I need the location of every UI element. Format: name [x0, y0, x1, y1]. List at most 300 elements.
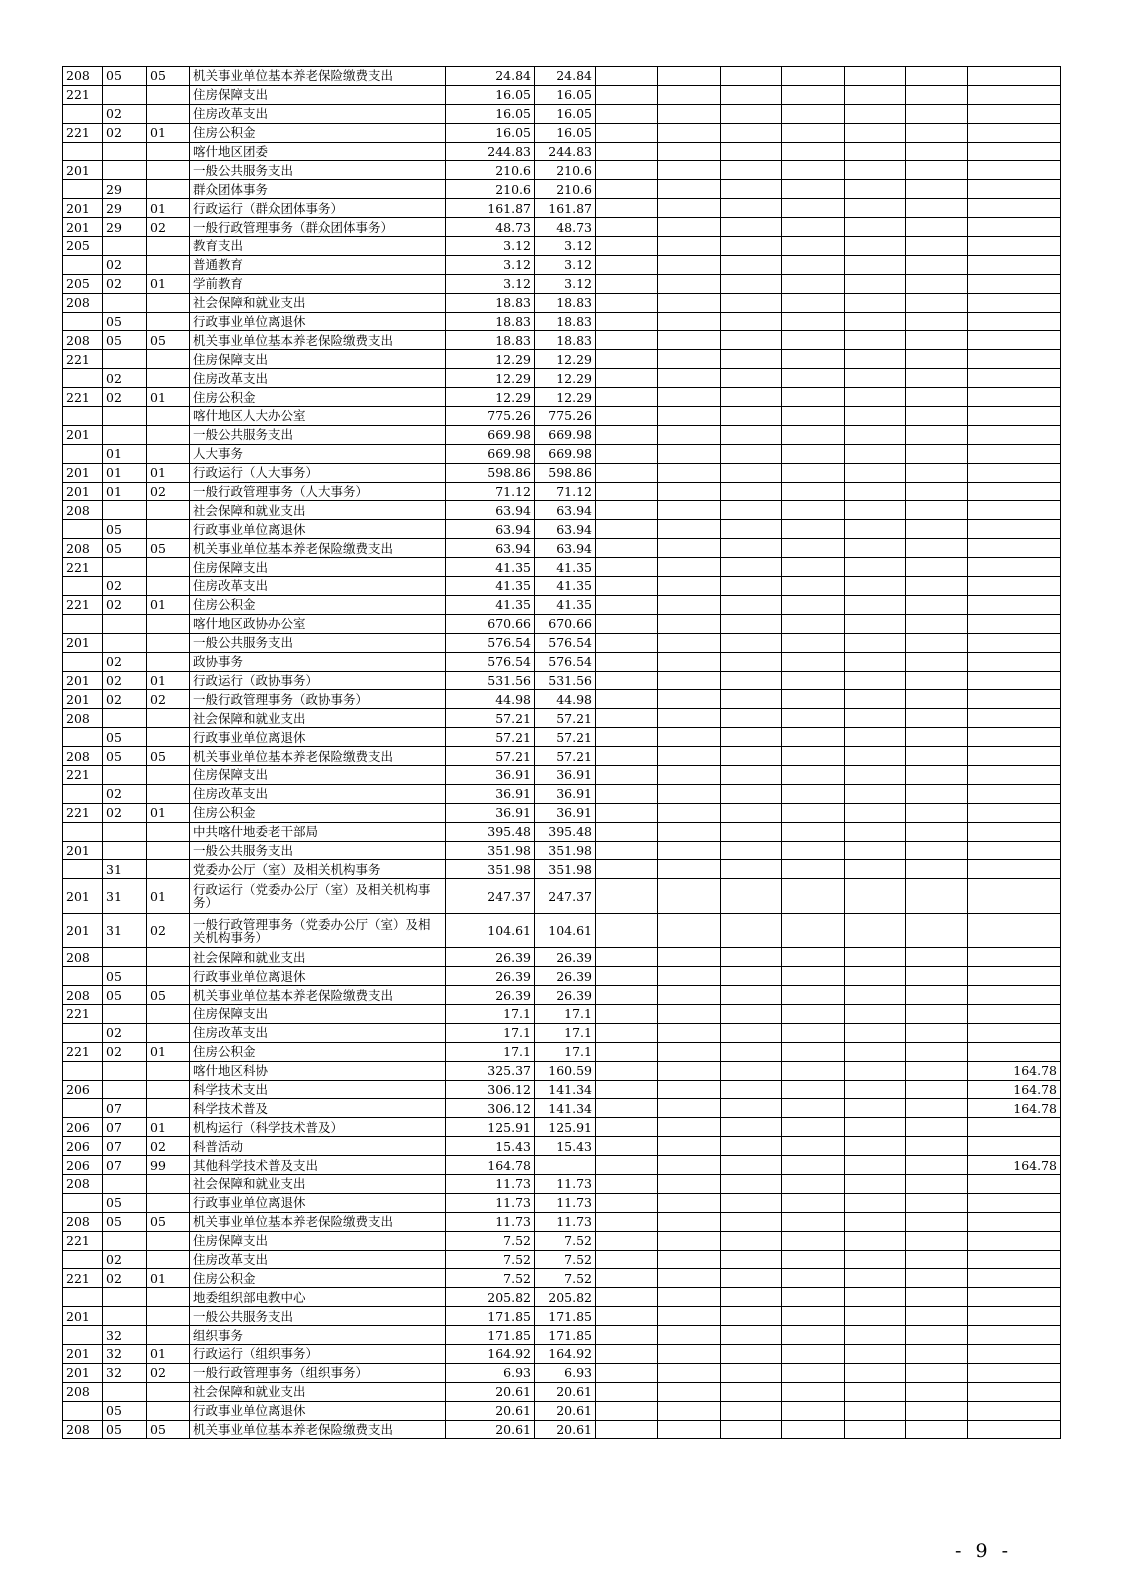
table-cell — [721, 841, 782, 860]
table-cell — [658, 1023, 721, 1042]
table-cell: 247.37 — [535, 879, 596, 914]
table-cell — [596, 913, 658, 948]
table-cell — [845, 180, 906, 199]
table-cell — [968, 558, 1061, 577]
table-cell — [147, 444, 190, 463]
table-cell — [782, 104, 845, 123]
table-row — [63, 614, 1061, 633]
table-cell: 05 — [103, 747, 147, 766]
table-cell: 喀什地区人大办公室 — [190, 407, 446, 426]
table-cell — [596, 255, 658, 274]
table-cell: 20.61 — [446, 1401, 535, 1420]
table-cell — [721, 1023, 782, 1042]
table-cell — [906, 1363, 968, 1382]
table-cell — [658, 652, 721, 671]
table-cell: 一般公共服务支出 — [190, 1307, 446, 1326]
table-cell — [721, 1080, 782, 1099]
table-cell: 161.87 — [446, 199, 535, 218]
table-cell — [906, 1004, 968, 1023]
table-cell — [63, 104, 103, 123]
table-cell — [658, 369, 721, 388]
table-cell — [906, 123, 968, 142]
table-cell — [147, 1099, 190, 1118]
table-cell — [147, 614, 190, 633]
table-cell — [596, 1326, 658, 1345]
table-cell — [596, 425, 658, 444]
table-cell — [906, 1099, 968, 1118]
table-row — [63, 728, 1061, 747]
table-cell — [782, 1326, 845, 1345]
table-cell: 208 — [63, 501, 103, 520]
table-cell — [596, 1099, 658, 1118]
table-row — [63, 1099, 1061, 1118]
table-cell — [906, 520, 968, 539]
table-cell: 住房公积金 — [190, 1042, 446, 1061]
table-cell — [845, 444, 906, 463]
table-cell: 20.61 — [446, 1382, 535, 1401]
table-cell: 11.73 — [535, 1193, 596, 1212]
table-row — [63, 104, 1061, 123]
table-cell: 行政事业单位离退休 — [190, 967, 446, 986]
table-cell — [968, 1401, 1061, 1420]
table-cell — [721, 180, 782, 199]
table-cell — [596, 860, 658, 879]
table-cell — [782, 539, 845, 558]
table-cell — [968, 312, 1061, 331]
table-cell — [596, 1174, 658, 1193]
table-cell: 205 — [63, 274, 103, 293]
table-cell — [63, 1023, 103, 1042]
table-cell: 44.98 — [446, 690, 535, 709]
table-cell: 05 — [103, 539, 147, 558]
table-cell: 01 — [147, 595, 190, 614]
table-cell — [721, 1307, 782, 1326]
table-cell: 11.73 — [535, 1212, 596, 1231]
table-cell: 208 — [63, 1382, 103, 1401]
table-cell — [968, 633, 1061, 652]
table-cell — [782, 482, 845, 501]
table-cell — [103, 1061, 147, 1080]
table-cell — [906, 879, 968, 914]
table-cell: 206 — [63, 1156, 103, 1175]
table-cell: 7.52 — [535, 1269, 596, 1288]
table-cell: 一般公共服务支出 — [190, 841, 446, 860]
table-cell — [968, 123, 1061, 142]
table-cell — [721, 747, 782, 766]
table-cell — [721, 986, 782, 1005]
table-cell: 205 — [63, 237, 103, 256]
table-cell — [721, 803, 782, 822]
table-cell — [721, 1099, 782, 1118]
table-cell: 02 — [147, 913, 190, 948]
table-cell: 社会保障和就业支出 — [190, 501, 446, 520]
table-cell — [596, 501, 658, 520]
table-cell: 206 — [63, 1080, 103, 1099]
table-cell: 221 — [63, 1231, 103, 1250]
table-cell: 221 — [63, 765, 103, 784]
table-cell — [658, 986, 721, 1005]
table-cell: 351.98 — [446, 860, 535, 879]
table-cell: 02 — [103, 274, 147, 293]
table-cell — [906, 274, 968, 293]
table-cell — [596, 444, 658, 463]
table-cell — [782, 558, 845, 577]
table-row — [63, 274, 1061, 293]
table-cell — [782, 709, 845, 728]
table-cell: 18.83 — [446, 331, 535, 350]
table-cell — [906, 501, 968, 520]
table-cell — [782, 85, 845, 104]
table-cell: 598.86 — [446, 463, 535, 482]
table-cell — [596, 803, 658, 822]
table-row — [63, 463, 1061, 482]
table-cell — [845, 369, 906, 388]
table-cell — [147, 1307, 190, 1326]
table-cell: 48.73 — [446, 218, 535, 237]
table-cell: 141.34 — [535, 1080, 596, 1099]
table-cell — [782, 1307, 845, 1326]
table-cell: 63.94 — [535, 539, 596, 558]
table-cell: 机关事业单位基本养老保险缴费支出 — [190, 1420, 446, 1439]
table-cell: 12.29 — [535, 369, 596, 388]
table-cell — [658, 1363, 721, 1382]
table-row — [63, 1193, 1061, 1212]
table-cell — [968, 1307, 1061, 1326]
table-cell — [721, 407, 782, 426]
table-cell — [845, 1401, 906, 1420]
table-row — [63, 1269, 1061, 1288]
table-cell: 行政运行（政协事务） — [190, 671, 446, 690]
table-row — [63, 1174, 1061, 1193]
table-cell — [721, 784, 782, 803]
table-cell — [968, 350, 1061, 369]
table-cell — [103, 1174, 147, 1193]
table-cell — [596, 1288, 658, 1307]
table-row — [63, 595, 1061, 614]
table-cell — [845, 913, 906, 948]
table-cell — [721, 1382, 782, 1401]
table-cell — [782, 312, 845, 331]
table-cell — [845, 1080, 906, 1099]
table-cell — [596, 822, 658, 841]
table-cell — [845, 614, 906, 633]
table-row — [63, 255, 1061, 274]
table-cell — [782, 218, 845, 237]
table-cell: 02 — [103, 595, 147, 614]
table-cell — [721, 104, 782, 123]
table-cell: 组织事务 — [190, 1326, 446, 1345]
table-cell: 12.29 — [535, 388, 596, 407]
table-cell: 人大事务 — [190, 444, 446, 463]
table-cell: 行政事业单位离退休 — [190, 520, 446, 539]
table-row — [63, 425, 1061, 444]
table-row — [63, 577, 1061, 596]
table-cell — [721, 161, 782, 180]
table-cell: 02 — [103, 1269, 147, 1288]
table-cell — [968, 803, 1061, 822]
table-cell: 208 — [63, 948, 103, 967]
table-cell: 210.6 — [535, 180, 596, 199]
table-cell — [596, 728, 658, 747]
table-cell: 210.6 — [446, 161, 535, 180]
table-cell: 171.85 — [535, 1307, 596, 1326]
table-cell — [147, 709, 190, 728]
table-cell — [968, 765, 1061, 784]
table-cell — [721, 1326, 782, 1345]
table-cell: 普通教育 — [190, 255, 446, 274]
table-cell — [147, 1023, 190, 1042]
table-cell: 164.78 — [968, 1099, 1061, 1118]
table-cell — [906, 444, 968, 463]
table-cell: 41.35 — [535, 577, 596, 596]
table-cell: 02 — [103, 690, 147, 709]
table-cell — [658, 407, 721, 426]
table-cell — [658, 1345, 721, 1364]
table-cell: 531.56 — [446, 671, 535, 690]
table-cell — [596, 1023, 658, 1042]
table-cell — [658, 1326, 721, 1345]
table-cell — [906, 1231, 968, 1250]
table-cell — [782, 1080, 845, 1099]
table-cell — [906, 539, 968, 558]
table-cell: 201 — [63, 879, 103, 914]
table-cell — [147, 728, 190, 747]
table-cell: 18.83 — [535, 331, 596, 350]
table-cell: 63.94 — [535, 501, 596, 520]
table-cell — [906, 161, 968, 180]
table-cell: 05 — [147, 986, 190, 1005]
table-cell — [596, 1307, 658, 1326]
table-cell — [147, 784, 190, 803]
table-cell: 18.83 — [446, 312, 535, 331]
table-cell — [968, 671, 1061, 690]
table-cell: 99 — [147, 1156, 190, 1175]
table-cell — [63, 255, 103, 274]
table-cell: 164.78 — [446, 1156, 535, 1175]
table-cell: 一般行政管理事务（政协事务） — [190, 690, 446, 709]
table-cell: 36.91 — [446, 765, 535, 784]
table-cell — [658, 350, 721, 369]
table-cell — [906, 784, 968, 803]
table-cell — [782, 879, 845, 914]
table-cell: 161.87 — [535, 199, 596, 218]
table-cell: 306.12 — [446, 1099, 535, 1118]
table-cell — [906, 1118, 968, 1137]
table-cell — [845, 104, 906, 123]
table-row — [63, 841, 1061, 860]
table-cell — [906, 142, 968, 161]
table-cell: 26.39 — [446, 967, 535, 986]
table-cell — [658, 633, 721, 652]
table-cell — [782, 986, 845, 1005]
table-cell — [147, 1326, 190, 1345]
table-cell — [63, 860, 103, 879]
table-cell — [845, 274, 906, 293]
table-cell — [658, 1042, 721, 1061]
table-cell — [906, 986, 968, 1005]
table-cell — [596, 1231, 658, 1250]
table-cell — [721, 312, 782, 331]
table-cell: 164.92 — [535, 1345, 596, 1364]
table-cell — [968, 652, 1061, 671]
table-cell — [906, 85, 968, 104]
table-cell — [63, 180, 103, 199]
table-cell — [906, 255, 968, 274]
table-cell — [147, 822, 190, 841]
table-cell — [968, 1363, 1061, 1382]
table-cell — [596, 520, 658, 539]
table-cell: 29 — [103, 218, 147, 237]
table-cell — [845, 482, 906, 501]
table-cell — [147, 948, 190, 967]
table-cell — [968, 407, 1061, 426]
table-cell: 02 — [103, 577, 147, 596]
table-cell — [845, 1345, 906, 1364]
table-cell — [147, 312, 190, 331]
table-row — [63, 709, 1061, 728]
table-cell: 208 — [63, 747, 103, 766]
table-cell: 221 — [63, 1004, 103, 1023]
table-cell — [968, 425, 1061, 444]
table-cell: 210.6 — [535, 161, 596, 180]
table-cell: 17.1 — [446, 1023, 535, 1042]
table-cell — [782, 331, 845, 350]
table-cell: 住房保障支出 — [190, 350, 446, 369]
table-cell — [63, 1288, 103, 1307]
table-row — [63, 822, 1061, 841]
table-cell — [906, 463, 968, 482]
table-cell: 57.21 — [535, 709, 596, 728]
table-cell — [721, 425, 782, 444]
table-cell: 01 — [147, 1042, 190, 1061]
table-cell — [906, 1193, 968, 1212]
table-cell: 12.29 — [535, 350, 596, 369]
table-cell: 01 — [147, 1118, 190, 1137]
table-cell: 教育支出 — [190, 237, 446, 256]
table-cell: 住房改革支出 — [190, 1250, 446, 1269]
table-cell — [782, 1099, 845, 1118]
table-cell — [721, 388, 782, 407]
table-cell: 57.21 — [446, 728, 535, 747]
table-cell — [906, 1382, 968, 1401]
table-cell — [63, 967, 103, 986]
table-cell — [968, 841, 1061, 860]
table-cell — [596, 180, 658, 199]
table-cell: 244.83 — [446, 142, 535, 161]
table-cell: 41.35 — [535, 595, 596, 614]
table-cell — [906, 595, 968, 614]
table-cell: 一般行政管理事务（党委办公厅（室）及相关机构事务） — [190, 913, 446, 948]
table-cell — [658, 1137, 721, 1156]
table-cell: 71.12 — [446, 482, 535, 501]
table-cell — [845, 1382, 906, 1401]
table-cell — [845, 1307, 906, 1326]
table-cell — [147, 293, 190, 312]
table-cell — [596, 558, 658, 577]
table-cell — [906, 841, 968, 860]
table-cell: 02 — [103, 369, 147, 388]
table-cell: 351.98 — [535, 860, 596, 879]
table-cell: 机关事业单位基本养老保险缴费支出 — [190, 1212, 446, 1231]
table-cell: 一般公共服务支出 — [190, 633, 446, 652]
table-cell — [721, 671, 782, 690]
table-cell — [103, 85, 147, 104]
table-cell — [63, 369, 103, 388]
table-cell — [968, 444, 1061, 463]
table-cell — [968, 85, 1061, 104]
table-cell: 7.52 — [535, 1231, 596, 1250]
table-cell — [658, 1420, 721, 1439]
table-cell: 7.52 — [446, 1250, 535, 1269]
table-cell — [721, 1288, 782, 1307]
table-cell — [721, 614, 782, 633]
table-cell: 01 — [147, 123, 190, 142]
table-cell — [596, 369, 658, 388]
table-cell — [147, 1080, 190, 1099]
table-cell — [658, 709, 721, 728]
table-cell — [782, 1174, 845, 1193]
table-cell: 395.48 — [446, 822, 535, 841]
table-cell — [968, 369, 1061, 388]
table-cell — [721, 369, 782, 388]
table-cell: 11.73 — [446, 1212, 535, 1231]
table-cell — [968, 948, 1061, 967]
table-cell: 221 — [63, 595, 103, 614]
table-cell — [721, 765, 782, 784]
table-cell — [968, 747, 1061, 766]
table-cell: 576.54 — [535, 652, 596, 671]
table-cell: 205.82 — [446, 1288, 535, 1307]
table-cell — [782, 1118, 845, 1137]
table-cell: 喀什地区政协办公室 — [190, 614, 446, 633]
table-cell — [968, 1023, 1061, 1042]
table-cell — [906, 1307, 968, 1326]
table-cell — [658, 123, 721, 142]
table-row — [63, 747, 1061, 766]
table-row — [63, 1061, 1061, 1080]
table-cell: 05 — [103, 1420, 147, 1439]
table-cell: 41.35 — [446, 595, 535, 614]
table-cell — [63, 1401, 103, 1420]
table-cell — [968, 501, 1061, 520]
table-cell: 351.98 — [446, 841, 535, 860]
table-cell — [845, 690, 906, 709]
table-cell — [147, 860, 190, 879]
table-cell — [147, 369, 190, 388]
table-cell — [906, 199, 968, 218]
table-cell — [596, 765, 658, 784]
table-cell: 住房改革支出 — [190, 104, 446, 123]
table-cell — [721, 1401, 782, 1420]
table-cell — [906, 1326, 968, 1345]
table-cell — [968, 1382, 1061, 1401]
table-cell: 02 — [103, 255, 147, 274]
table-cell — [596, 104, 658, 123]
table-cell — [721, 142, 782, 161]
table-cell — [845, 539, 906, 558]
table-cell — [658, 803, 721, 822]
table-cell — [63, 614, 103, 633]
table-cell — [596, 1061, 658, 1080]
table-cell — [103, 765, 147, 784]
table-cell — [968, 331, 1061, 350]
table-cell: 一般行政管理事务（群众团体事务） — [190, 218, 446, 237]
table-cell — [782, 577, 845, 596]
table-cell — [845, 595, 906, 614]
table-cell — [721, 85, 782, 104]
table-row — [63, 671, 1061, 690]
table-cell: 576.54 — [535, 633, 596, 652]
